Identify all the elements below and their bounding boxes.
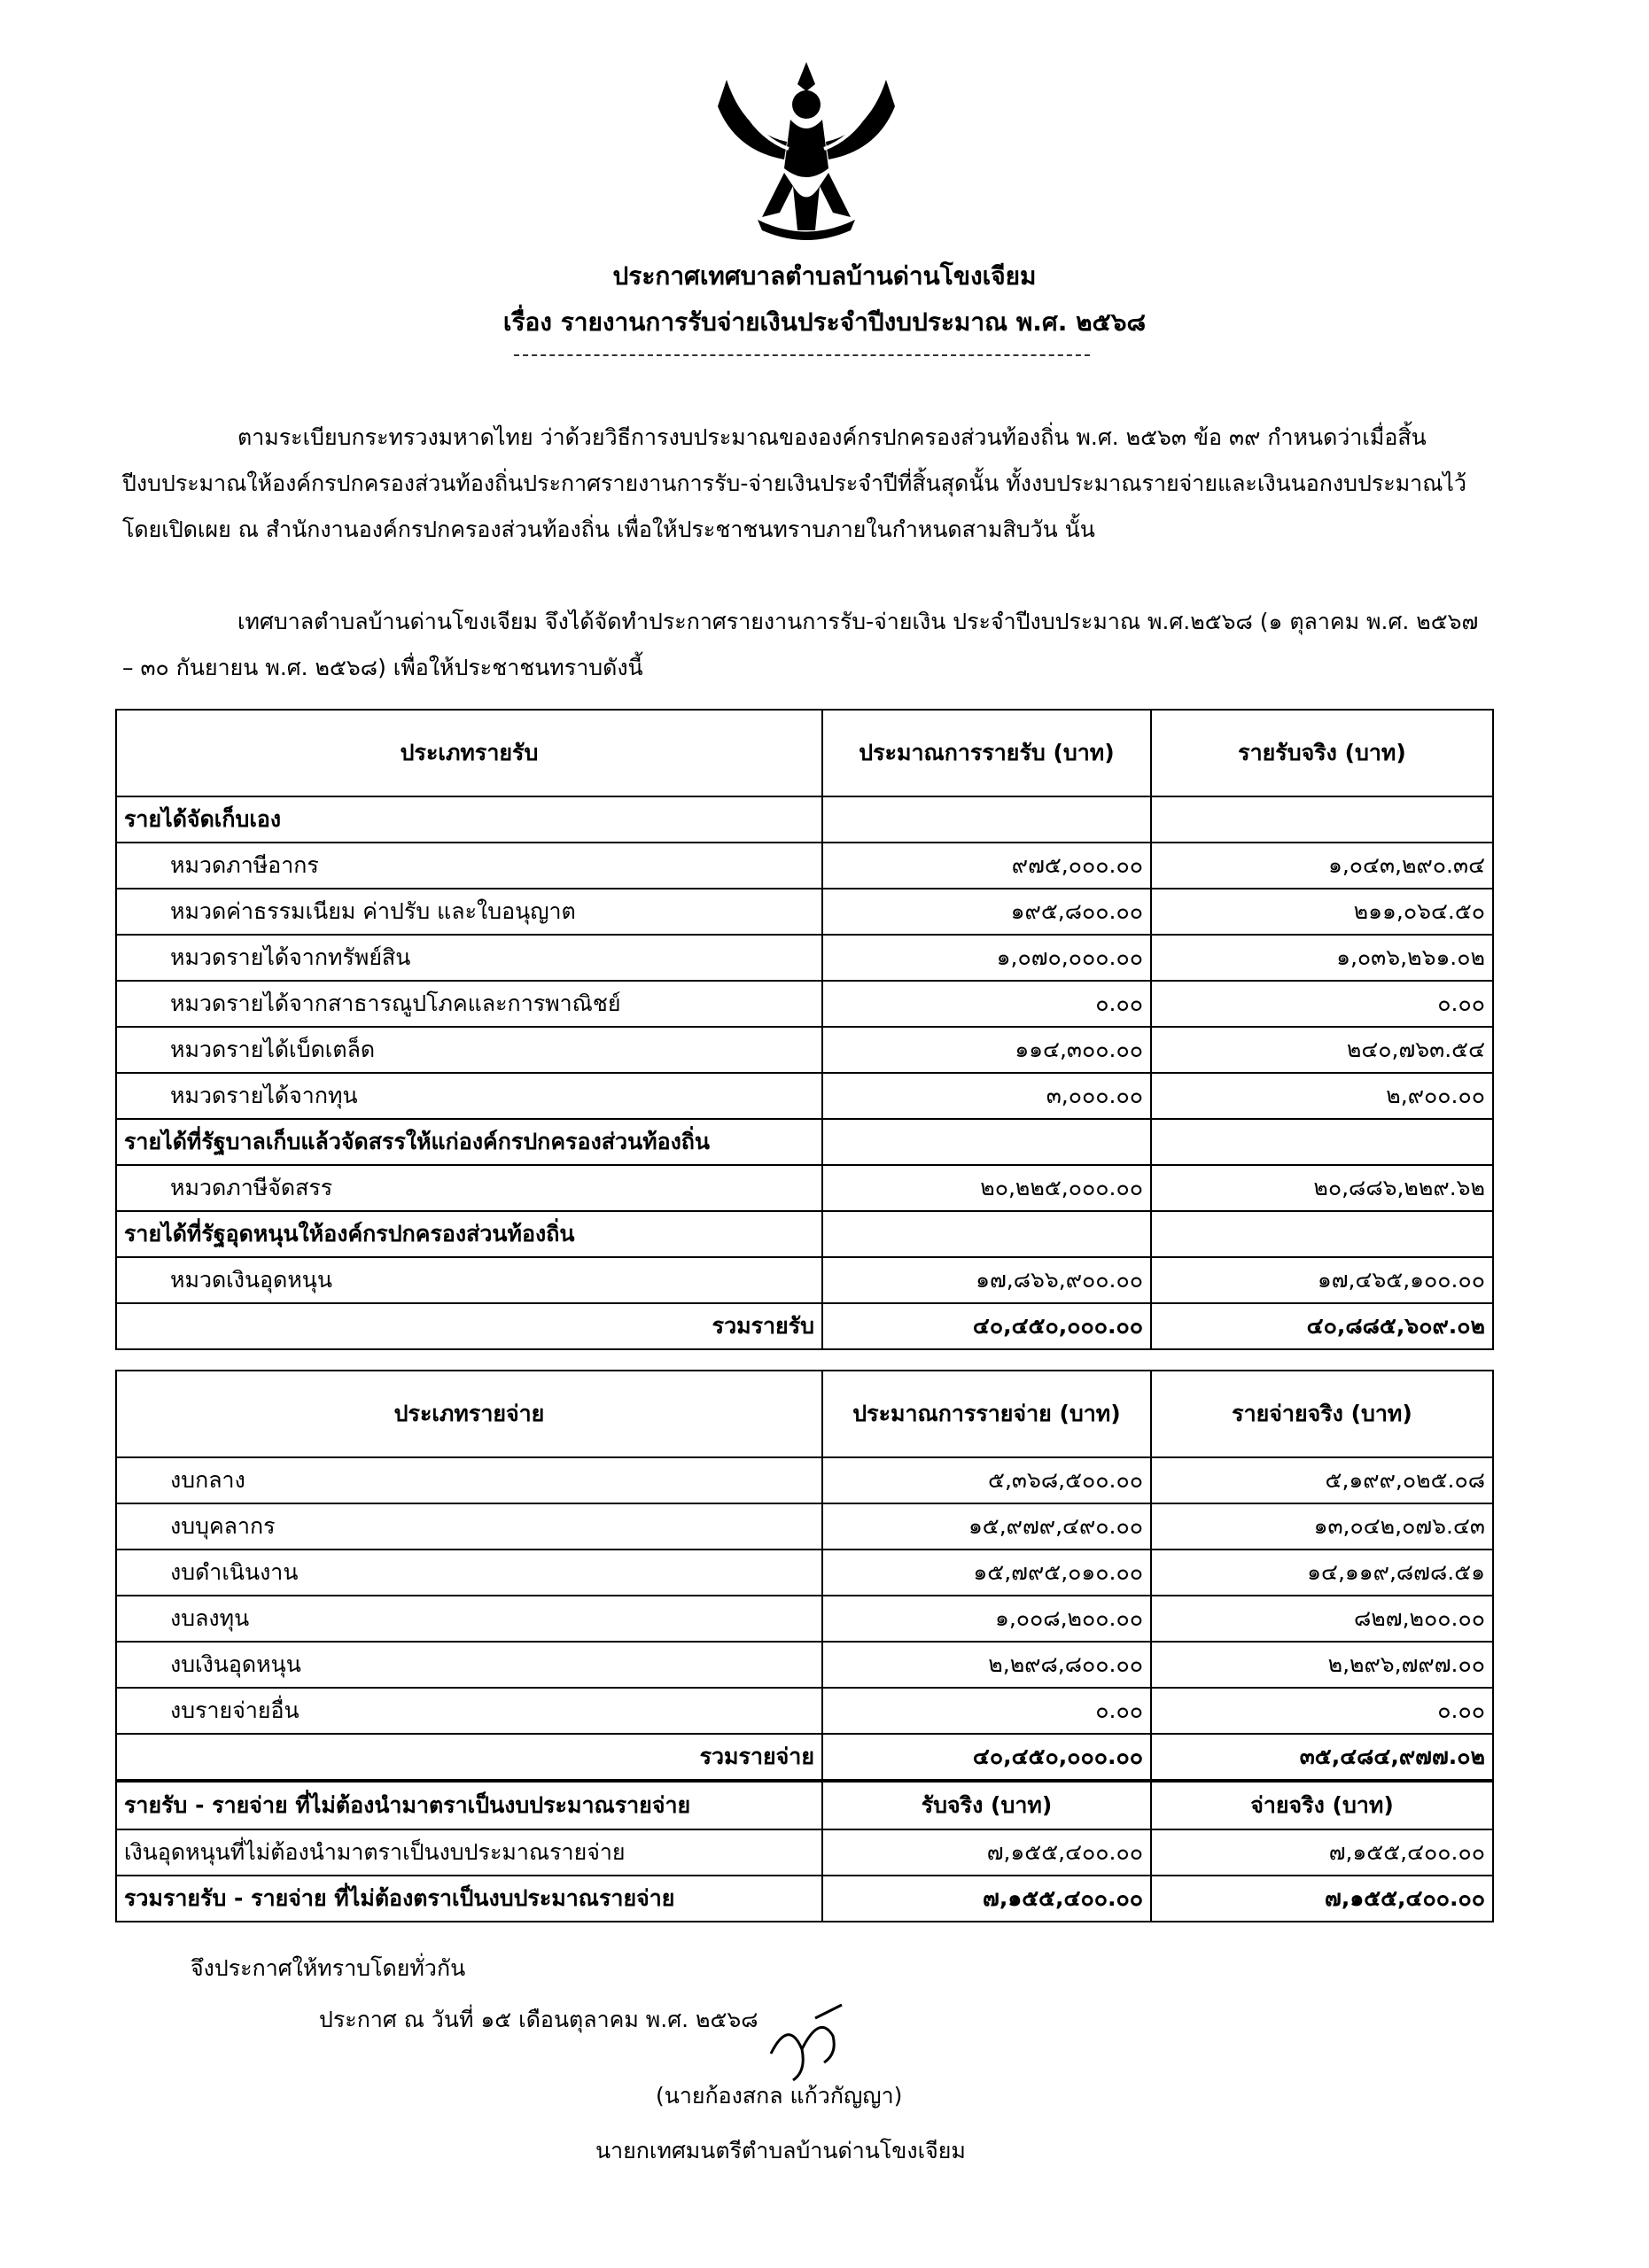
offbudget-paid-header: จ่ายจริง (บาท)	[1151, 1782, 1493, 1829]
table-row	[116, 1550, 1493, 1596]
expense-total-row	[116, 1734, 1493, 1780]
row-estimate: ๓,๐๐๐.๐๐	[822, 1073, 1151, 1119]
income-table	[115, 709, 1494, 1350]
row-estimate: ๑,๐๐๘,๒๐๐.๐๐	[822, 1596, 1151, 1642]
section-label: รายได้จัดเก็บเอง	[116, 796, 822, 843]
table-row	[116, 843, 1493, 889]
document-title: ประกาศเทศบาลตำบลบ้านด่านโขงเจียม	[612, 261, 1037, 291]
row-estimate: ๙๗๕,๐๐๐.๐๐	[822, 843, 1151, 889]
row-label: หมวดรายได้จากทุน	[116, 1073, 822, 1119]
expense-table	[115, 1370, 1494, 1781]
row-estimate: ๑๑๔,๓๐๐.๐๐	[822, 1027, 1151, 1073]
intro-paragraph	[122, 415, 1487, 553]
intro-paragraph-text: ตามระเบียบกระทรวงมหาดไทย ว่าด้วยวิธีการงบประมาณขององค์กรปกครองส่วนท้องถิ่น พ.ศ. ๒๕๖๓ ข้อ ๓๙ กำหนดว่าเมื่อสิ้นปีงบประมาณให้องค์กรปกครองส่วนท้องถิ่นประกาศรายงานการรับ-จ่ายเงินประจำปีที่สิ้นสุดนั้น ทั้งงบประมาณรายจ่ายและเงินนอกงบประมาณไว้โดยเปิดเผย ณ สำนักงานองค์กรปกครองส่วนท้องถิ่น เพื่อให้ประชาชนทราบภายในกำหนดสามสิบวัน นั้น	[122, 424, 1467, 542]
row-actual: ๑๓,๐๔๒,๐๗๖.๔๓	[1151, 1503, 1493, 1550]
offbudget-received-header: รับจริง (บาท)	[822, 1782, 1151, 1829]
table-row	[116, 1165, 1493, 1211]
row-label: หมวดรายได้เบ็ดเตล็ด	[116, 1027, 822, 1073]
row-label: งบกลาง	[116, 1457, 822, 1503]
row-actual: ๒,๙๐๐.๐๐	[1151, 1073, 1493, 1119]
total-label: รวมรายจ่าย	[116, 1734, 822, 1780]
row-estimate: ๒๐,๒๒๕,๐๐๐.๐๐	[822, 1165, 1151, 1211]
table-row	[116, 1642, 1493, 1688]
row-estimate: ๐.๐๐	[822, 1688, 1151, 1734]
row-actual: ๒๑๑,๐๖๔.๕๐	[1151, 889, 1493, 935]
row-label: งบบุคลากร	[116, 1503, 822, 1550]
row-received: ๗,๑๕๕,๔๐๐.๐๐	[822, 1829, 1151, 1876]
table-row	[116, 1829, 1493, 1876]
closing-statement: จึงประกาศให้ทราบโดยทั่วกัน	[191, 1955, 466, 1981]
row-actual: ๑๔,๑๑๙,๘๗๘.๕๑	[1151, 1550, 1493, 1596]
offbudget-type-header: รายรับ - รายจ่าย ที่ไม่ต้องนำมาตราเป็นงบประมาณรายจ่าย	[116, 1782, 822, 1829]
table-section-row	[116, 1119, 1493, 1165]
row-actual: ๕,๑๙๙,๐๒๕.๐๘	[1151, 1457, 1493, 1503]
document-subject: เรื่อง รายงานการรับจ่ายเงินประจำปีงบประมาณ พ.ศ. ๒๕๖๘	[502, 307, 1147, 337]
income-type-header: ประเภทรายรับ	[116, 710, 822, 796]
row-actual: ๐.๐๐	[1151, 981, 1493, 1027]
income-estimate-header: ประมาณการรายรับ (บาท)	[822, 710, 1151, 796]
table-row	[116, 1027, 1493, 1073]
table-row	[116, 981, 1493, 1027]
row-actual: ๘๒๗,๒๐๐.๐๐	[1151, 1596, 1493, 1642]
total-actual: ๓๕,๔๘๔,๙๗๗.๐๒	[1151, 1734, 1493, 1780]
section-label: รายได้ที่รัฐบาลเก็บแล้วจัดสรรให้แก่องค์กรปกครองส่วนท้องถิ่น	[116, 1119, 822, 1165]
offbudget-table	[115, 1781, 1494, 1922]
row-label: หมวดค่าธรรมเนียม ค่าปรับ และใบอนุญาต	[116, 889, 822, 935]
table-row	[116, 935, 1493, 981]
total-estimate: ๔๐,๔๕๐,๐๐๐.๐๐	[822, 1303, 1151, 1349]
row-estimate: ๒,๒๙๘,๘๐๐.๐๐	[822, 1642, 1151, 1688]
row-estimate: ๑๙๕,๘๐๐.๐๐	[822, 889, 1151, 935]
signature-icon	[753, 2000, 860, 2089]
table-row	[116, 1457, 1493, 1503]
expense-type-header: ประเภทรายจ่าย	[116, 1371, 822, 1457]
garuda-emblem-icon	[709, 53, 904, 248]
row-actual: ๑,๐๓๖,๒๖๑.๐๒	[1151, 935, 1493, 981]
expense-estimate-header: ประมาณการรายจ่าย (บาท)	[822, 1371, 1151, 1457]
row-paid: ๗,๑๕๕,๔๐๐.๐๐	[1151, 1829, 1493, 1876]
row-actual: ๑,๐๔๓,๒๙๐.๓๔	[1151, 843, 1493, 889]
table-row	[116, 1688, 1493, 1734]
total-label: รวมรายรับ - รายจ่าย ที่ไม่ต้องตราเป็นงบประมาณรายจ่าย	[116, 1876, 822, 1922]
row-estimate: ๕,๓๖๘,๕๐๐.๐๐	[822, 1457, 1151, 1503]
total-actual: ๔๐,๘๘๕,๖๐๙.๐๒	[1151, 1303, 1493, 1349]
income-header-row	[116, 710, 1493, 796]
table-section-row	[116, 796, 1493, 843]
table-row	[116, 889, 1493, 935]
title-divider	[514, 354, 1090, 356]
offbudget-header-row	[116, 1782, 1493, 1829]
row-actual: ๐.๐๐	[1151, 1688, 1493, 1734]
row-actual: ๒๐,๘๘๖,๒๒๙.๖๒	[1151, 1165, 1493, 1211]
row-actual: ๑๗,๔๖๕,๑๐๐.๐๐	[1151, 1257, 1493, 1303]
total-label: รวมรายรับ	[116, 1303, 822, 1349]
row-label: งบรายจ่ายอื่น	[116, 1688, 822, 1734]
announcement-date: ประกาศ ณ วันที่ ๑๕ เดือนตุลาคม พ.ศ. ๒๕๖๘	[319, 2007, 758, 2032]
row-actual: ๒,๒๙๖,๗๙๗.๐๐	[1151, 1642, 1493, 1688]
row-label: หมวดรายได้จากสาธารณูปโภคและการพาณิชย์	[116, 981, 822, 1027]
row-estimate: ๑๕,๗๙๕,๐๑๐.๐๐	[822, 1550, 1151, 1596]
income-total-row	[116, 1303, 1493, 1349]
expense-actual-header: รายจ่ายจริง (บาท)	[1151, 1371, 1493, 1457]
row-label: เงินอุดหนุนที่ไม่ต้องนำมาตราเป็นงบประมาณรายจ่าย	[116, 1829, 822, 1876]
table-row	[116, 1257, 1493, 1303]
row-estimate: ๑๕,๙๗๙,๔๙๐.๐๐	[822, 1503, 1151, 1550]
row-label: หมวดภาษีจัดสรร	[116, 1165, 822, 1211]
table-row	[116, 1503, 1493, 1550]
row-estimate: ๑,๐๗๐,๐๐๐.๐๐	[822, 935, 1151, 981]
row-label: หมวดภาษีอากร	[116, 843, 822, 889]
total-estimate: ๔๐,๔๕๐,๐๐๐.๐๐	[822, 1734, 1151, 1780]
section-label: รายได้ที่รัฐอุดหนุนให้องค์กรปกครองส่วนท้องถิ่น	[116, 1211, 822, 1257]
row-estimate: ๐.๐๐	[822, 981, 1151, 1027]
table-row	[116, 1596, 1493, 1642]
row-label: งบเงินอุดหนุน	[116, 1642, 822, 1688]
row-label: หมวดรายได้จากทรัพย์สิน	[116, 935, 822, 981]
total-paid: ๗,๑๕๕,๔๐๐.๐๐	[1151, 1876, 1493, 1922]
statement-paragraph-text: เทศบาลตำบลบ้านด่านโขงเจียม จึงได้จัดทำประกาศรายงานการรับ-จ่ายเงิน ประจำปีงบประมาณ พ.ศ.๒๕๖๘ (๑ ตุลาคม พ.ศ. ๒๕๖๗ – ๓๐ กันยายน พ.ศ. ๒๕๖๘) เพื่อให้ประชาชนทราบดังนี้	[122, 609, 1479, 680]
statement-paragraph	[122, 599, 1487, 691]
table-row	[116, 1073, 1493, 1119]
income-actual-header: รายรับจริง (บาท)	[1151, 710, 1493, 796]
total-received: ๗,๑๕๕,๔๐๐.๐๐	[822, 1876, 1151, 1922]
signer-title: นายกเทศมนตรีตำบลบ้านด่านโขงเจียม	[595, 2138, 966, 2163]
row-label: งบดำเนินงาน	[116, 1550, 822, 1596]
row-estimate: ๑๗,๘๖๖,๙๐๐.๐๐	[822, 1257, 1151, 1303]
offbudget-total-row	[116, 1876, 1493, 1922]
row-actual: ๒๔๐,๗๖๓.๕๔	[1151, 1027, 1493, 1073]
signer-name: (นายก้องสกล แก้วกัญญา)	[656, 2083, 903, 2109]
expense-header-row	[116, 1371, 1493, 1457]
table-section-row	[116, 1211, 1493, 1257]
row-label: หมวดเงินอุดหนุน	[116, 1257, 822, 1303]
row-label: งบลงทุน	[116, 1596, 822, 1642]
